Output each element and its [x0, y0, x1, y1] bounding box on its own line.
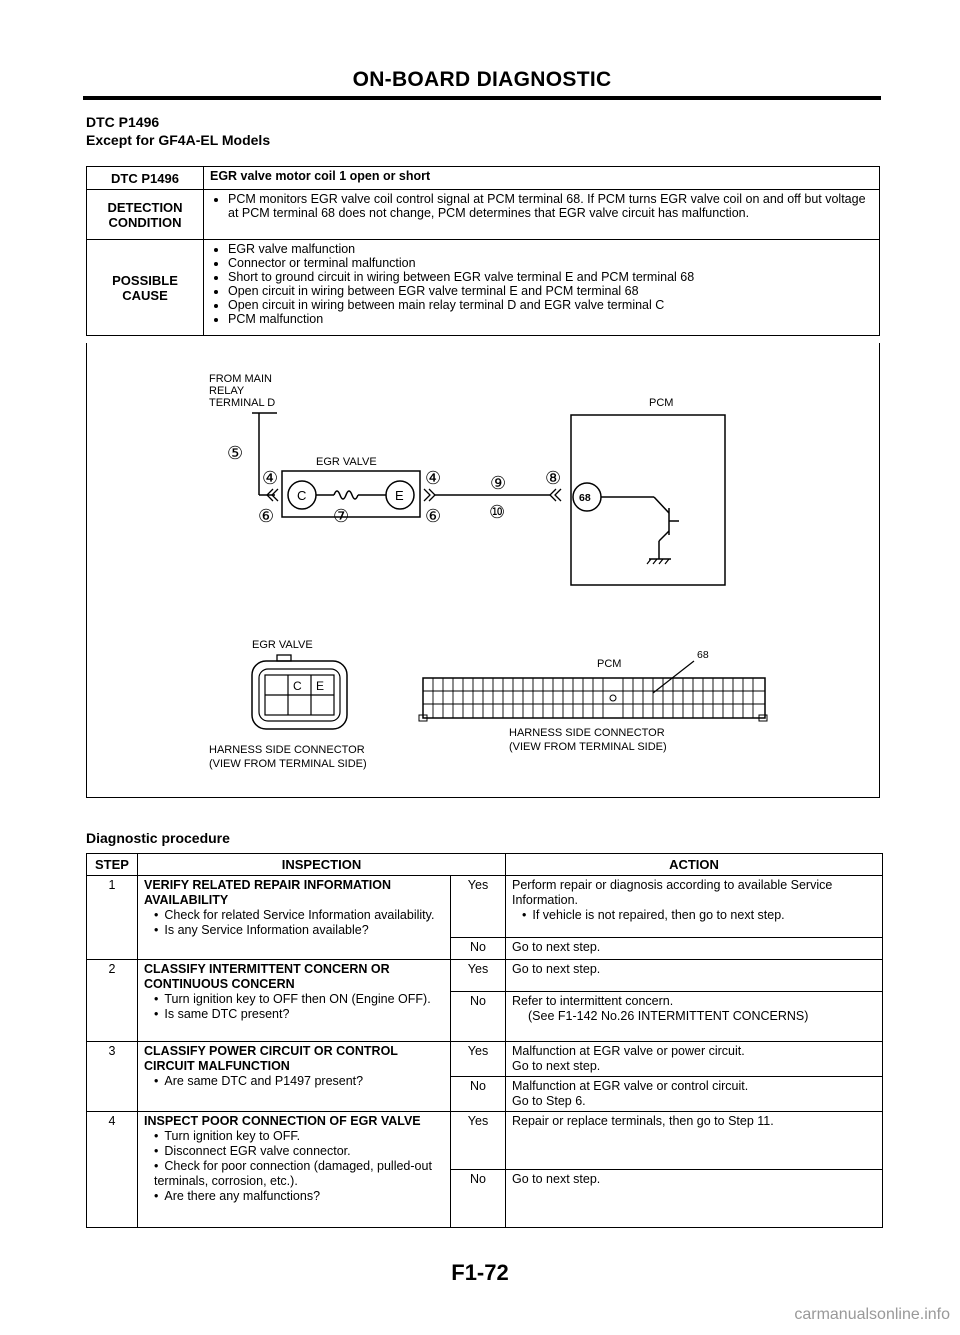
col-action-header: ACTION [506, 854, 883, 876]
cause-label-line2: CAUSE [122, 287, 168, 303]
from-main-label-3: TERMINAL D [209, 397, 276, 409]
yes-action: Repair or replace terminals, then go to Step 11. [506, 1112, 883, 1170]
terminal-e-label: E [395, 488, 404, 503]
step-number: 2 [87, 960, 138, 1042]
wiring-diagram-svg [87, 343, 879, 797]
action-line: Refer to intermittent concern. [512, 994, 674, 1008]
step-bullet: • Are same DTC and P1497 present? [154, 1074, 444, 1089]
no-action [506, 992, 883, 1042]
coil-icon [334, 491, 358, 499]
step-number: 1 [87, 876, 138, 960]
step-inspection [138, 960, 451, 1042]
detection-item: • PCM monitors EGR valve coil control signal at PCM terminal 68. If PCM turns EGR valve coil on and off but voltage at PCM terminal 68 does not change, PCM determines that EGR valve circuit has malfunction. [228, 192, 873, 220]
dtc-model-heading: Except for GF4A-EL Models [86, 132, 271, 148]
no-action: Go to next step. [506, 938, 883, 960]
action-line: (See F1-142 No.26 INTERMITTENT CONCERNS) [528, 1009, 809, 1023]
egr-harness-label-2: (VIEW FROM TERMINAL SIDE) [209, 758, 367, 770]
step-title: CLASSIFY INTERMITTENT CONCERN OR CONTINUOUS CONCERN [144, 962, 390, 991]
step-bullet: • Is same DTC present? [154, 1007, 444, 1022]
wiring-diagram-panel [86, 343, 880, 798]
connector-ref-6-left: ⑥ [258, 506, 275, 526]
yes-label: Yes [451, 1112, 506, 1170]
step-number: 4 [87, 1112, 138, 1228]
terminal-68-label: 68 [579, 492, 591, 504]
cause-item: • Short to ground circuit in wiring between EGR valve terminal E and PCM terminal 68 [228, 270, 873, 284]
pcm-connector-pins [433, 678, 753, 718]
step-bullet: • Check for poor connection (damaged, pulled-out terminals, corrosion, etc.). [154, 1159, 444, 1189]
yes-action: Go to next step. [506, 960, 883, 992]
possible-cause-content [204, 240, 880, 336]
no-action [506, 1077, 883, 1112]
pcm-connector-label: PCM [597, 658, 622, 670]
step-number: 3 [87, 1042, 138, 1112]
egr-harness-label-1: HARNESS SIDE CONNECTOR [209, 744, 365, 756]
action-bullet: • If vehicle is not repaired, then go to next step. [522, 908, 876, 923]
step-bullet: • Are there any malfunctions? [154, 1189, 444, 1204]
procedure-title: Diagnostic procedure [86, 830, 230, 846]
pcm-box-label: PCM [649, 397, 674, 409]
cause-item: • Connector or terminal malfunction [228, 256, 873, 270]
pcm-connector-68: 68 [697, 649, 709, 661]
step-bullet: • Disconnect EGR valve connector. [154, 1144, 444, 1159]
no-action: Go to next step. [506, 1170, 883, 1228]
terminal-c-label: C [297, 488, 307, 503]
col-inspection-header: INSPECTION [138, 854, 506, 876]
step-bullet: • Check for related Service Information availability. [154, 908, 444, 923]
yes-label: Yes [451, 1042, 506, 1077]
possible-cause-label [87, 240, 204, 336]
page-number: F1-72 [451, 1260, 509, 1285]
step-inspection [138, 1042, 451, 1112]
page-header-title: ON-BOARD DIAGNOSTIC [352, 68, 612, 91]
cause-item: • PCM malfunction [228, 312, 873, 326]
egr-connector-c: C [293, 679, 302, 693]
connector-ref-7: ⑦ [333, 506, 350, 526]
step-inspection [138, 876, 451, 960]
cause-item: • EGR valve malfunction [228, 242, 873, 256]
from-main-label-1: FROM MAIN [209, 373, 272, 385]
step-bullet: • Is any Service Information available? [154, 923, 444, 938]
cause-label-line1: POSSIBLE [112, 272, 178, 288]
connector-ref-4-left: ④ [262, 468, 279, 488]
step-title: INSPECT POOR CONNECTION OF EGR VALVE [144, 1114, 421, 1128]
dtc-code-cell: DTC P1496 [87, 167, 204, 190]
pcm-connector-outline [423, 678, 765, 718]
connector-ref-6-right: ⑥ [425, 506, 442, 526]
connector-ref-9: ⑨ [490, 473, 507, 493]
pcm-harness-label-1: HARNESS SIDE CONNECTOR [509, 727, 665, 739]
step-title: VERIFY RELATED REPAIR INFORMATION AVAILABILITY [144, 878, 391, 907]
connector-ref-4-right: ④ [425, 468, 442, 488]
action-line: Malfunction at EGR valve or power circuit. [512, 1044, 745, 1058]
detection-label-line2: CONDITION [108, 214, 182, 230]
yes-label: Yes [451, 960, 506, 992]
dtc-description-cell: EGR valve motor coil 1 open or short [204, 167, 880, 190]
detection-label-line1: DETECTION [107, 199, 183, 215]
step-inspection [138, 1112, 451, 1228]
connector-ref-10: ⑩ [489, 502, 506, 522]
diagnostic-procedure-table [86, 853, 883, 1228]
detection-condition-content [204, 190, 880, 240]
cause-item: • Open circuit in wiring between EGR valve terminal E and PCM terminal 68 [228, 284, 873, 298]
from-main-label-2: RELAY [209, 385, 245, 397]
yes-action [506, 876, 883, 938]
watermark-text: carmanualsonline.info [794, 1306, 950, 1323]
egr-connector-label: EGR VALVE [252, 639, 313, 651]
dtc-code-heading: DTC P1496 [86, 114, 160, 130]
step-bullet: • Turn ignition key to OFF. [154, 1129, 444, 1144]
egr-valve-label: EGR VALVE [316, 456, 377, 468]
header-rule [83, 96, 881, 100]
no-label: No [451, 1170, 506, 1228]
connector-ref-8: ⑧ [545, 468, 562, 488]
pcm-box [571, 415, 725, 585]
detection-condition-label [87, 190, 204, 240]
no-label: No [451, 1077, 506, 1112]
yes-label: Yes [451, 876, 506, 938]
cause-item: • Open circuit in wiring between main relay terminal D and EGR valve terminal C [228, 298, 873, 312]
pcm-harness-label-2: (VIEW FROM TERMINAL SIDE) [509, 741, 667, 753]
no-label: No [451, 938, 506, 960]
action-line: Go to Step 6. [512, 1094, 586, 1108]
dtc-info-table [86, 166, 880, 336]
step-title: CLASSIFY POWER CIRCUIT OR CONTROL CIRCUIT MALFUNCTION [144, 1044, 398, 1073]
step-bullet: • Turn ignition key to OFF then ON (Engine OFF). [154, 992, 444, 1007]
action-line: Go to next step. [512, 1059, 601, 1073]
action-line: Perform repair or diagnosis according to available Service Information. [512, 878, 833, 907]
egr-connector-e: E [316, 679, 325, 693]
yes-action [506, 1042, 883, 1077]
col-step-header: STEP [87, 854, 138, 876]
no-label: No [451, 992, 506, 1042]
connector-ref-5: ⑤ [227, 443, 244, 463]
action-line: Malfunction at EGR valve or control circuit. [512, 1079, 749, 1093]
